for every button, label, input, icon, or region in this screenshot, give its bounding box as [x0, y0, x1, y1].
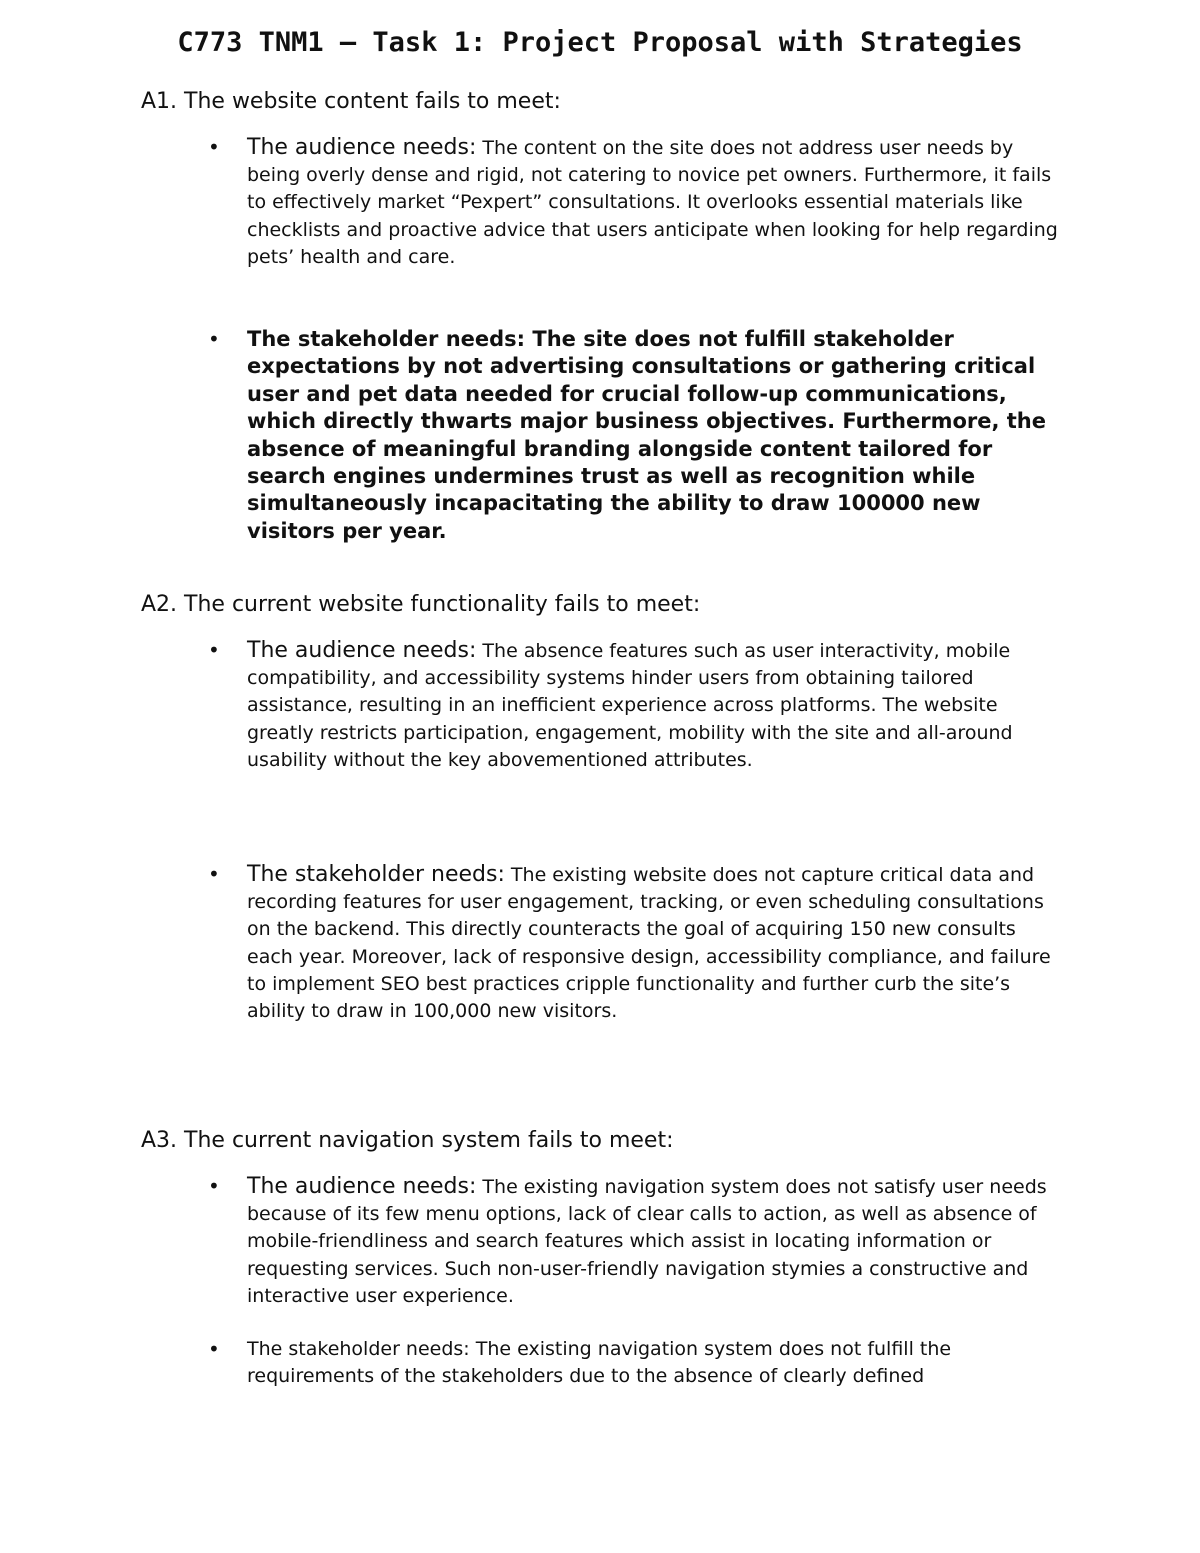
list-item [208, 326, 1058, 545]
section-heading-a1: A1. The website content fails to meet: [141, 89, 561, 114]
item-body: The content on the site does not address user needs by being overly dense and rigid, not catering to novice pet owners. Furthermore, it fails to effectively market “Pexpert” consultations. It overlooks essential materials like checklists and proactive advice that users anticipate when looking for help regarding pets’ health and care. [247, 137, 1058, 268]
item-body: The absence features such as user interactivity, mobile compatibility, and accessibility systems hinder users from obtaining tailored assistance, resulting in an inefficient experience across platforms. The website greatly restricts participation, engagement, mobility with the site and all-around usability without the key abovementioned attributes. [247, 640, 1013, 771]
item-text [247, 1173, 1058, 1310]
bullet-icon: • [208, 1337, 220, 1361]
bullet-icon: • [208, 1174, 220, 1198]
item-body: The existing website does not capture critical data and recording features for user engagement, tracking, or even scheduling consultations on the backend. This directly counteracts the goal of acquiring 150 new consults each year. Moreover, lack of responsive design, accessibility compliance, and failure to implement SEO best practices cripple functionality and further curb the site’s ability to draw in 100,000 new visitors. [247, 864, 1051, 1023]
section-heading-a3: A3. The current navigation system fails to meet: [141, 1128, 674, 1153]
list-item [208, 1336, 1058, 1390]
item-text [247, 134, 1058, 271]
list-item [208, 134, 1058, 271]
item-body: The existing navigation system does not satisfy user needs because of its few menu options, lack of clear calls to action, as well as absence of mobile-friendliness and search features which assist in locating information or requesting services. Such non-user-friendly navigation stymies a constructive and interactive user experience. [247, 1176, 1047, 1307]
bullet-icon: • [208, 638, 220, 662]
bullet-icon: • [208, 862, 220, 886]
section-heading-a2: A2. The current website functionality fails to meet: [141, 592, 701, 617]
item-lead: The stakeholder needs: [247, 862, 505, 887]
list-item [208, 637, 1058, 774]
bullet-icon: • [208, 327, 220, 351]
item-text [247, 861, 1058, 1025]
item-text [247, 637, 1058, 774]
list-item [208, 861, 1058, 1025]
item-lead: The audience needs: [247, 638, 477, 663]
item-body: The stakeholder needs: The site does not fulfill stakeholder expectations by not advertising consultations or gathering critical user and pet data needed for crucial follow-up communications, which directly thwarts major business objectives. Furthermore, the absence of meaningful branding alongside content tailored for search engines undermines trust as well as recognition while simultaneously incapacitating the ability to draw 100000 new visitors per year. [247, 327, 1046, 543]
document-title: C773 TNM1 — Task 1: Project Proposal with Strategies [177, 27, 1023, 58]
item-lead: The audience needs: [247, 1174, 477, 1199]
bullet-icon: • [208, 135, 220, 159]
list-item [208, 1173, 1058, 1310]
item-lead: The audience needs: [247, 135, 477, 160]
item-body: The stakeholder needs: The existing navigation system does not fulfill the requirements of the stakeholders due to the absence of clearly defined [247, 1338, 952, 1388]
